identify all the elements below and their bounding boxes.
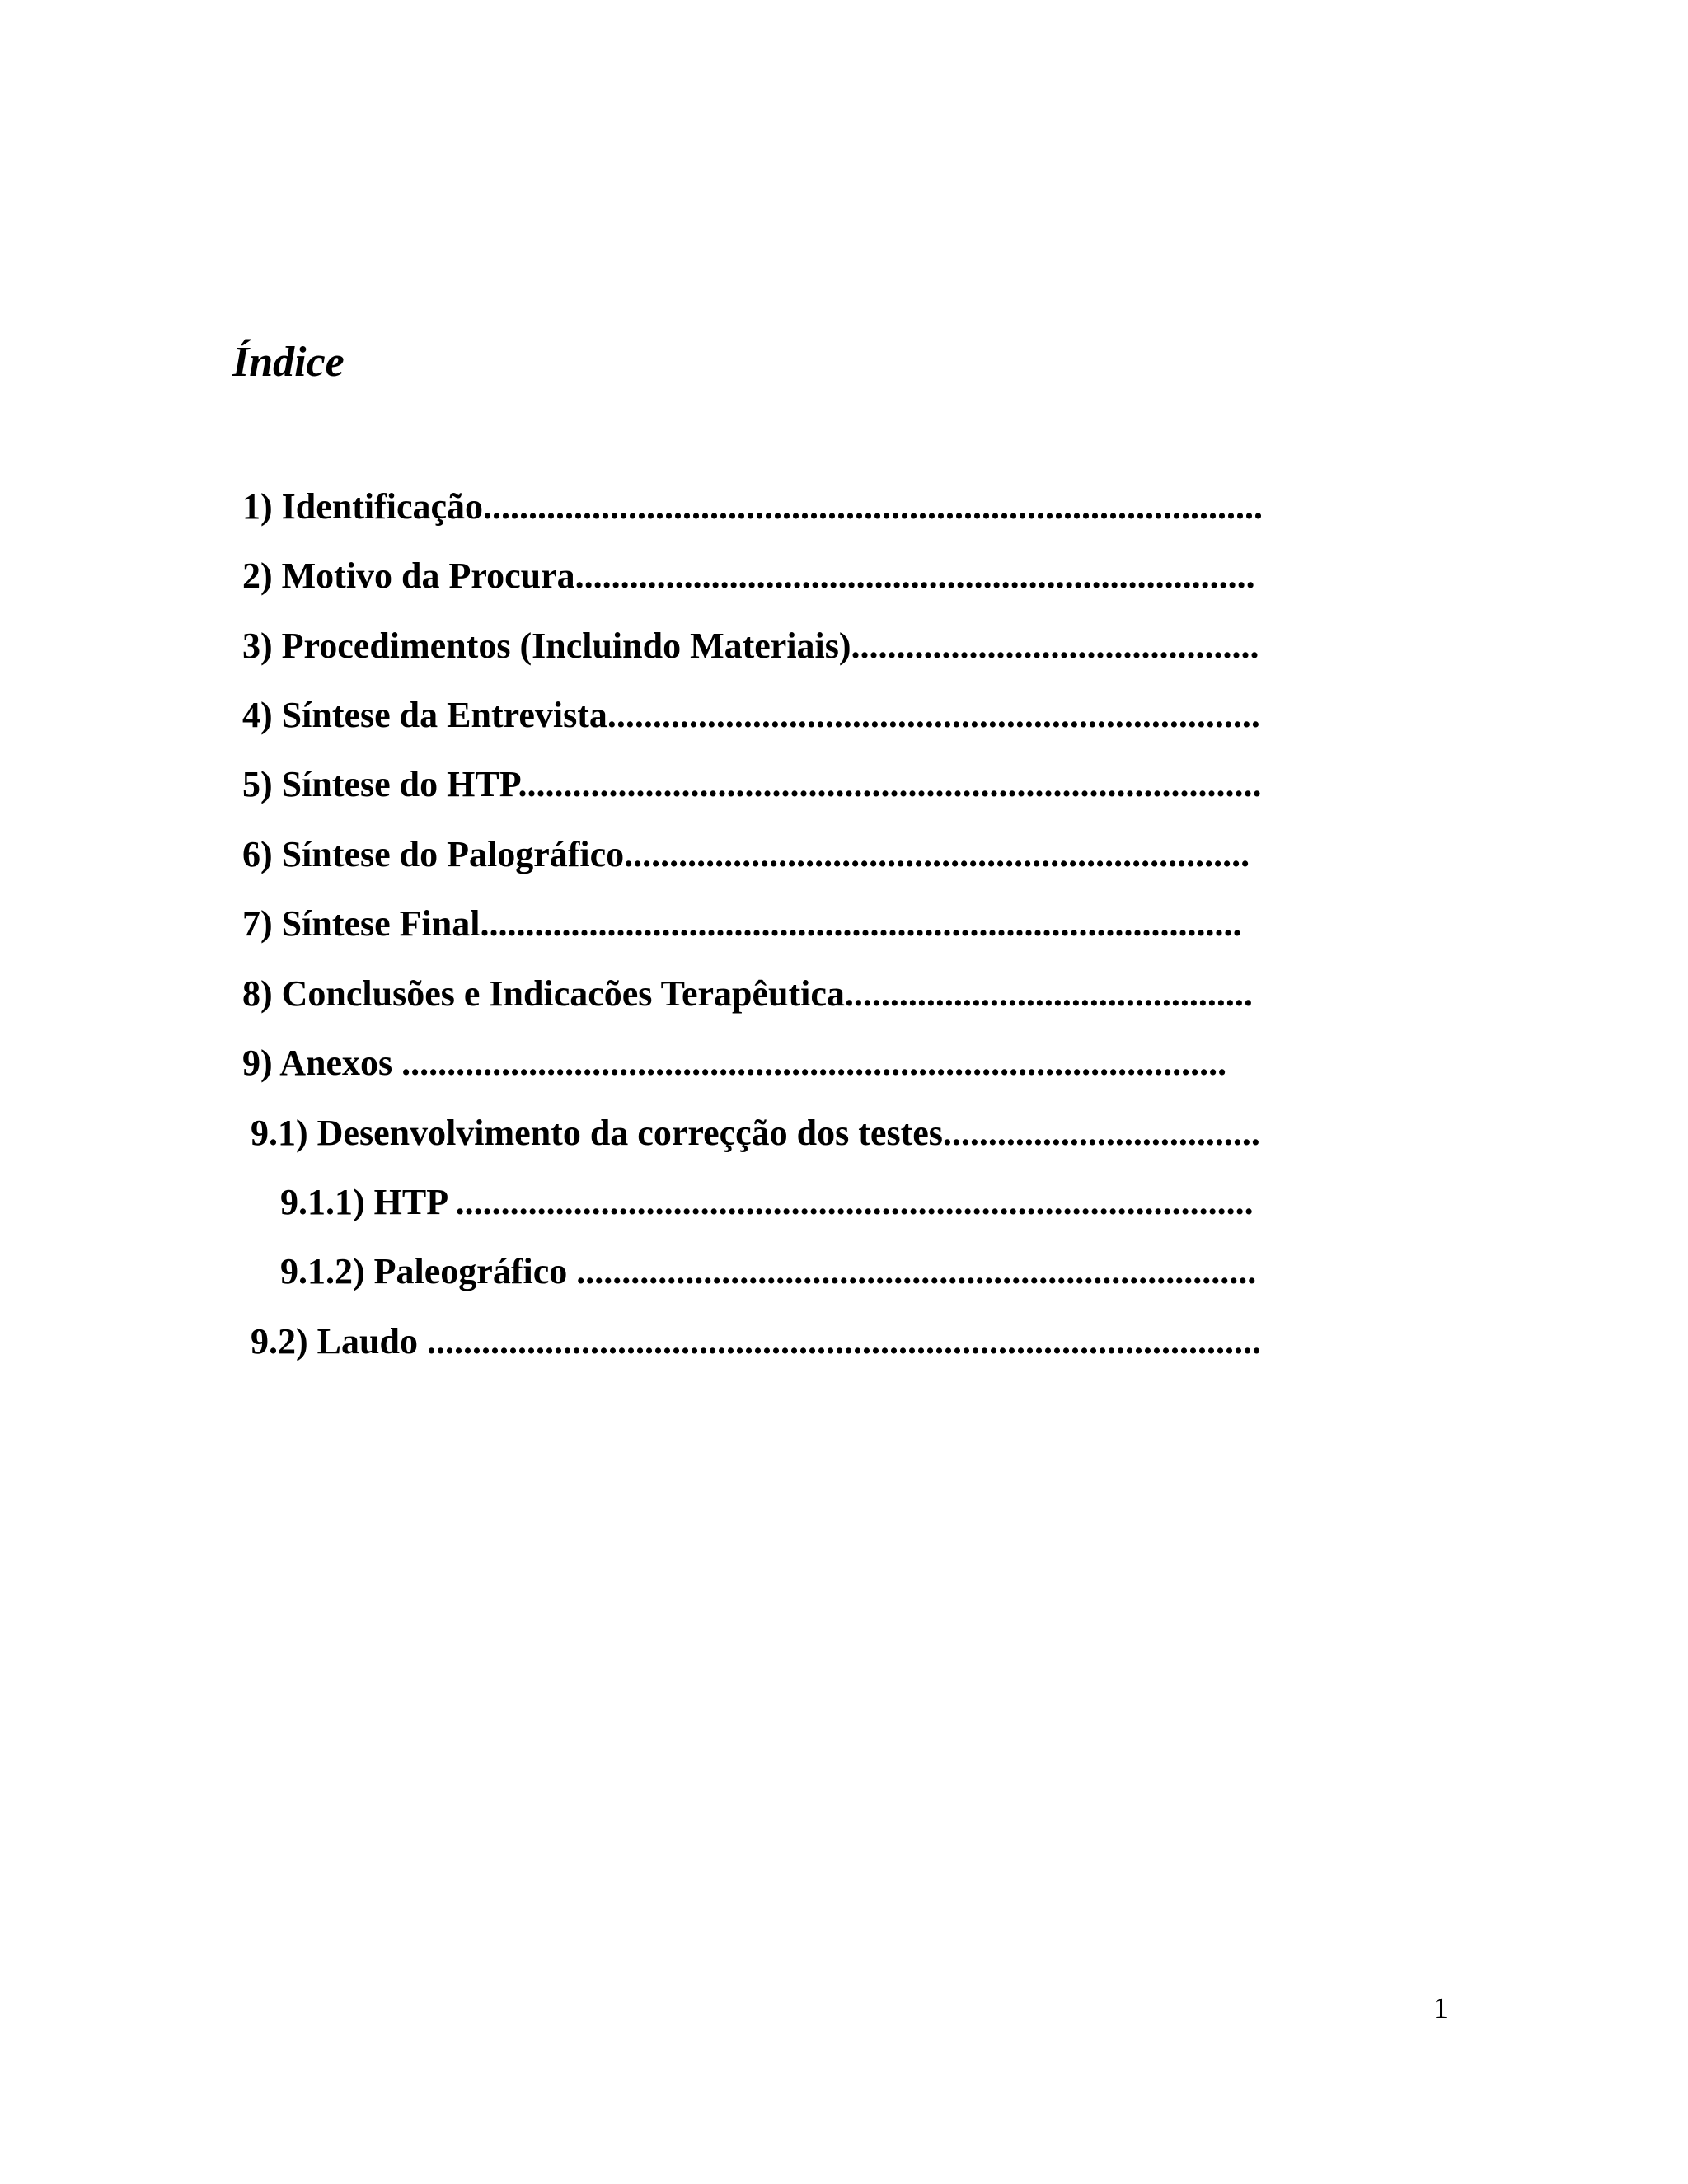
toc-entry-sintese-do-palografico: 6) Síntese do Palográfico..................................................................... [242,834,1250,874]
toc-entry-laudo: 9.2) Laudo ............................................................................................ [251,1321,1261,1361]
toc-entry-desenvolvimento-correcao: 9.1) Desenvolvimento da correçção dos testes................................... [251,1113,1260,1153]
toc-title: Índice [232,339,345,386]
toc-entry-conclusoes: 8) Conclusões e Indicacões Terapêutica............................................. [242,973,1253,1014]
toc-entry-sintese-do-htp: 5) Síntese do HTP.................................................................................. [242,764,1262,804]
toc-entry-identificacao: 1) Identificação...................................................................................... [242,486,1264,527]
toc-entry-anexos: 9) Anexos ........................................................................................... [242,1043,1227,1083]
toc-entry-paleografico: 9.1.2) Paleográfico ........................................................................... [280,1251,1257,1291]
toc-entry-motivo-da-procura: 2) Motivo da Procura........................................................................... [242,555,1255,596]
toc-entry-sintese-final: 7) Síntese Final.................................................................................... [242,903,1242,944]
toc-entry-procedimentos: 3) Procedimentos (Incluindo Materiais)............................................. [242,626,1259,666]
page-number: 1 [1433,1991,1448,2024]
toc-entry-sintese-da-entrevista: 4) Síntese da Entrevista........................................................................ [242,695,1260,735]
toc-entry-htp: 9.1.1) HTP ........................................................................................ [280,1182,1254,1222]
